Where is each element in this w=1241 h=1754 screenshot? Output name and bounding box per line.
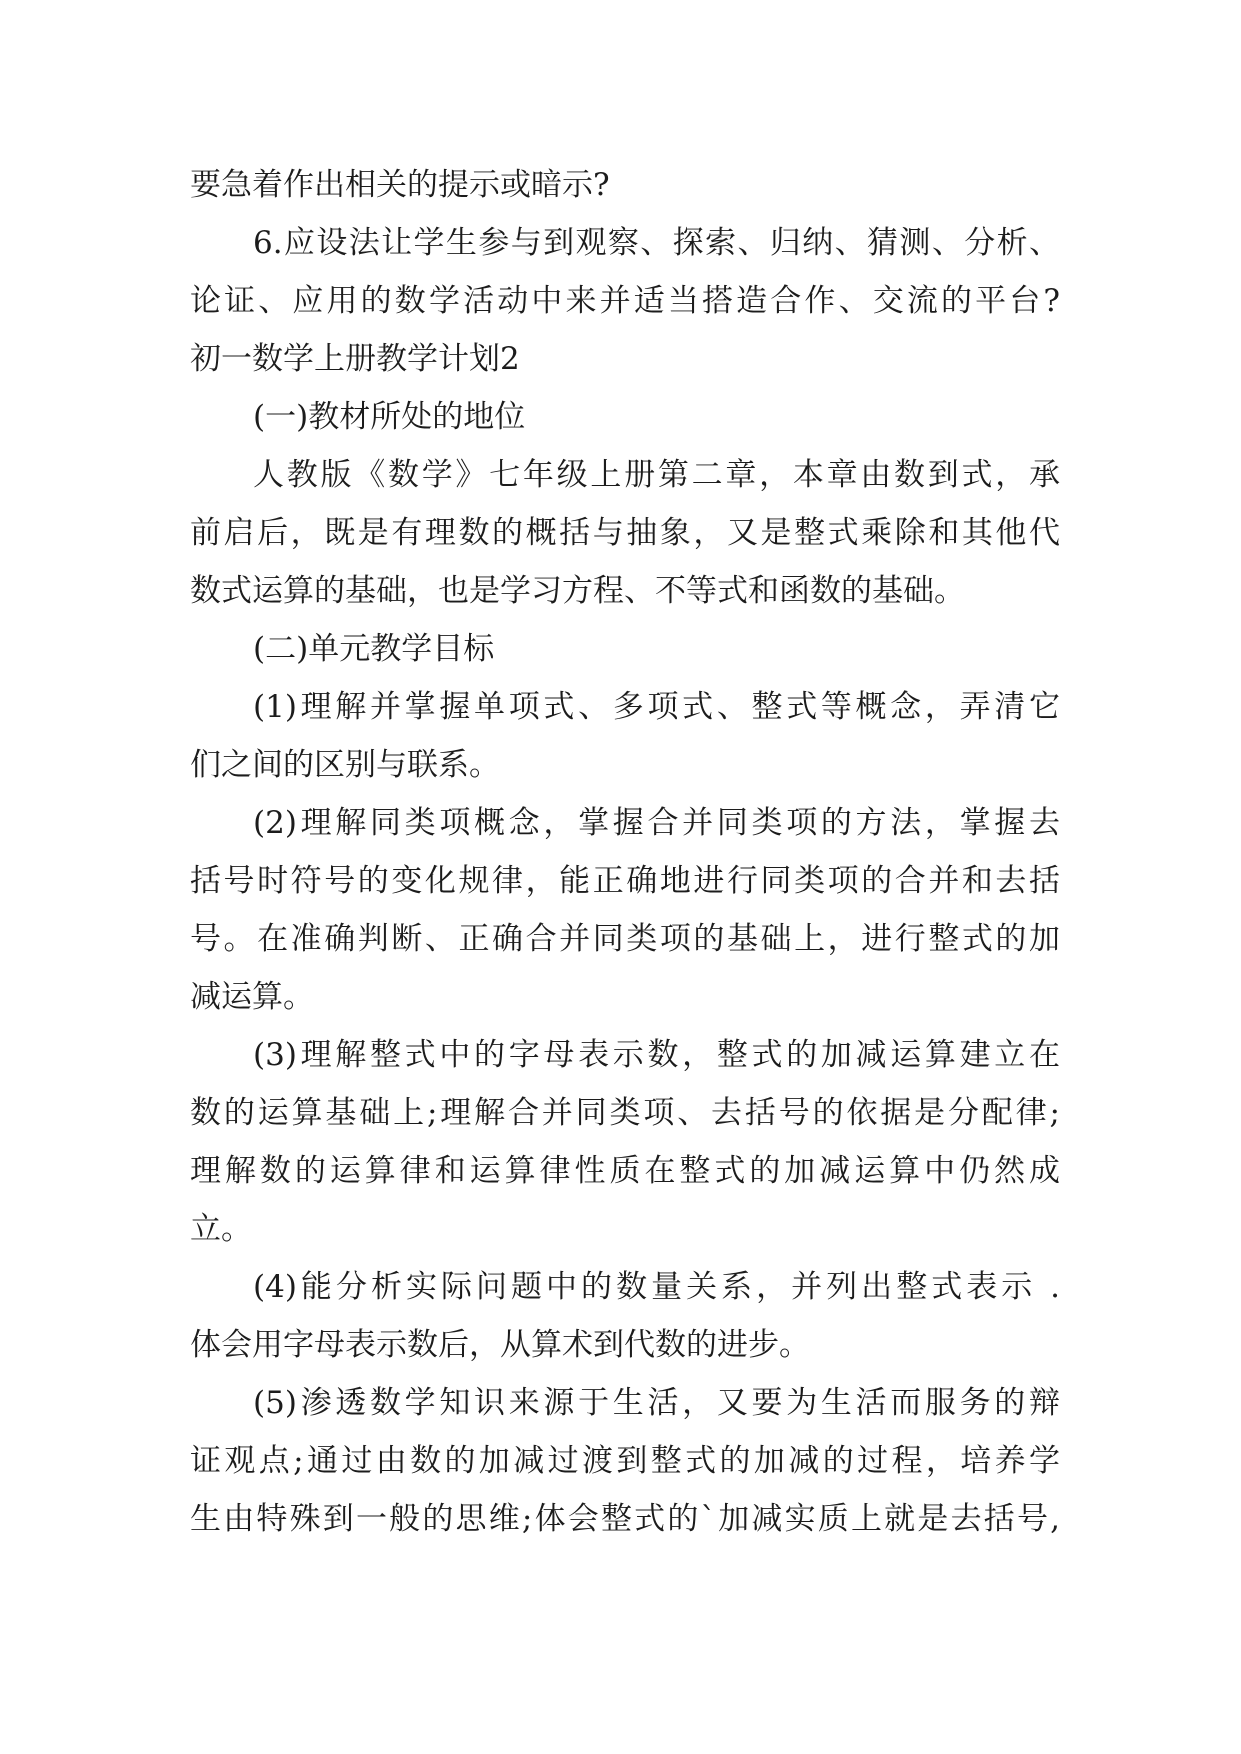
text-line-10: (1)理解并掌握单项式、多项式、整式等概念，弄清它 [253,689,1060,725]
text-line-21: 体会用字母表示数后，从算术到代数的进步。 [190,1327,810,1363]
text-line-18: 理解数的运算律和运算律性质在整式的加减运算中仍然成 [190,1153,1060,1189]
text-line-23: 证观点;通过由数的加减过渡到整式的加减的过程，培养学 [190,1443,1060,1479]
subheading-2: (二)单元教学目标 [253,631,495,667]
text-line-1: 要急着作出相关的提示或暗示? [190,167,610,203]
text-line-16: (3)理解整式中的字母表示数，整式的加减运算建立在 [253,1037,1060,1073]
text-line-19: 立。 [190,1211,252,1247]
text-line-8: 数式运算的基础，也是学习方程、不等式和函数的基础。 [190,573,965,609]
text-line-12: (2)理解同类项概念，掌握合并同类项的方法，掌握去 [253,805,1060,841]
text-line-6: 人教版《数学》七年级上册第二章，本章由数到式，承 [253,457,1060,493]
text-line-3: 论证、应用的数学活动中来并适当搭造合作、交流的平台? [190,283,1060,319]
section-heading: 初一数学上册教学计划2 [190,341,520,377]
text-line-17: 数的运算基础上;理解合并同类项、去括号的依据是分配律; [190,1095,1060,1131]
text-line-14: 号。在准确判断、正确合并同类项的基础上，进行整式的加 [190,921,1060,957]
text-line-20: (4)能分析实际问题中的数量关系，并列出整式表示 . [253,1269,1060,1305]
text-line-7: 前启后，既是有理数的概括与抽象，又是整式乘除和其他代 [190,515,1060,551]
text-line-22: (5)渗透数学知识来源于生活，又要为生活而服务的辩 [253,1385,1060,1421]
text-line-15: 减运算。 [190,979,314,1015]
text-line-13: 括号时符号的变化规律，能正确地进行同类项的合并和去括 [190,863,1060,899]
text-line-24: 生由特殊到一般的思维;体会整式的`加减实质上就是去括号, [190,1501,1060,1537]
text-line-11: 们之间的区别与联系。 [190,747,500,783]
subheading-1: (一)教材所处的地位 [253,399,526,435]
text-line-2: 6.应设法让学生参与到观察、探索、归纳、猜测、分析、 [253,225,1060,261]
